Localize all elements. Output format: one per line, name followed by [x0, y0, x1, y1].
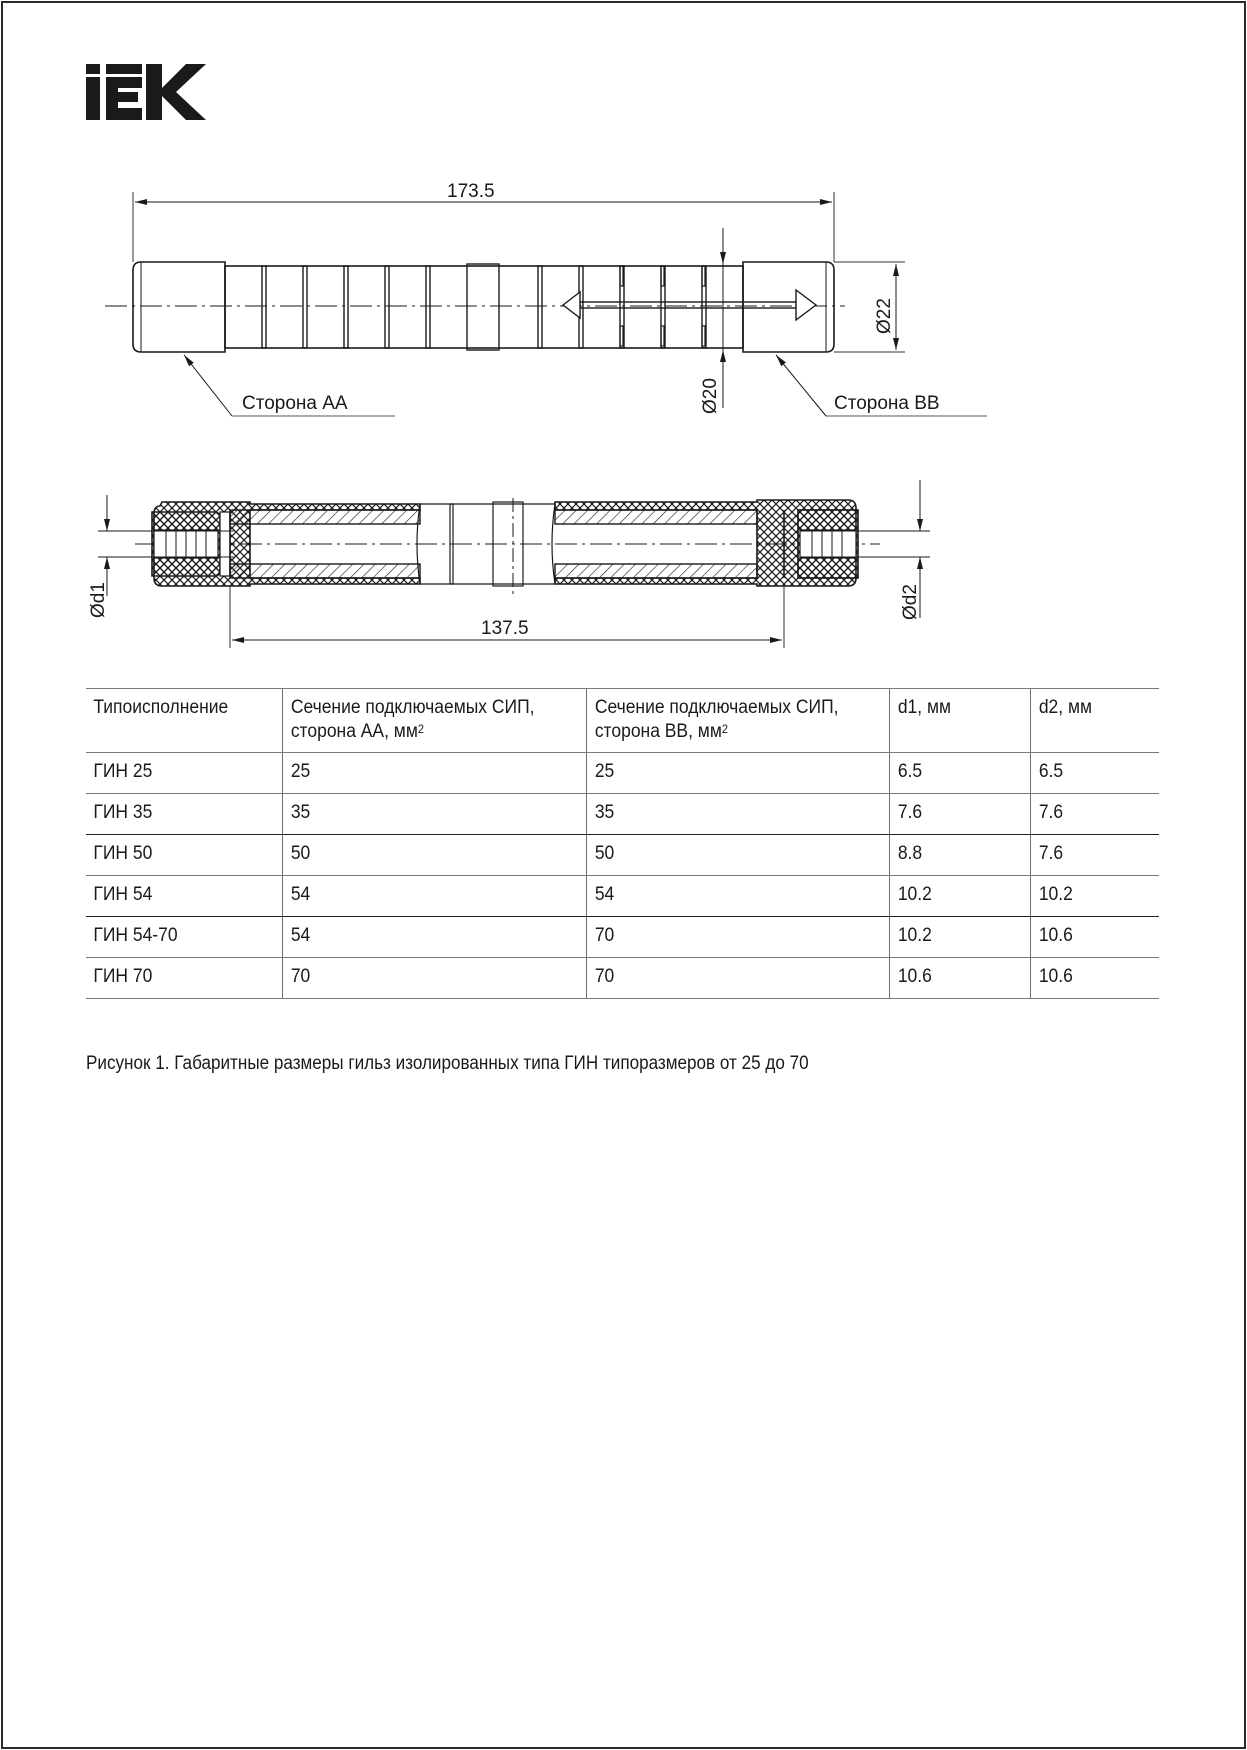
header-section-aa: Сечение подключаемых СИП, сторона АА, $мм^2$	[283, 689, 563, 753]
end-cap-aa	[133, 262, 225, 352]
table-row	[86, 917, 1159, 958]
dim-outer-diameter: Ø22	[874, 298, 895, 334]
table-row	[86, 876, 1159, 917]
cell-d1: 6.5	[890, 753, 1020, 794]
dim-inner-length: 137.5	[481, 618, 529, 639]
table-row	[86, 794, 1159, 835]
cell-type: ГИН 54-70	[86, 917, 267, 958]
cell-section-bb: 50	[587, 835, 866, 876]
cell-d2: 6.5	[1031, 753, 1149, 794]
cell-type: ГИН 54	[86, 876, 267, 917]
cell-section-bb: 70	[587, 917, 866, 958]
technical-drawing	[0, 0, 1247, 660]
cell-section-aa: 35	[283, 794, 563, 835]
cell-section-aa: 50	[283, 835, 563, 876]
header-d1: d1, мм	[890, 689, 1020, 753]
cell-type: ГИН 35	[86, 794, 267, 835]
dim-overall-length: 173.5	[447, 181, 495, 202]
header-d2: d2, мм	[1031, 689, 1149, 753]
cell-d2: 10.6	[1031, 958, 1149, 999]
insertion-arrow-icon	[563, 290, 816, 320]
cell-d1: 10.6	[890, 958, 1020, 999]
table-row	[86, 958, 1159, 999]
cell-section-aa: 54	[283, 917, 563, 958]
label-side-aa: Сторона АА	[242, 393, 348, 414]
table-header-row	[86, 689, 1159, 753]
header-type: Типоисполнение	[86, 689, 267, 753]
header-section-bb: Сечение подключаемых СИП, сторона ВВ, $мм^2$	[587, 689, 866, 753]
dim-d2: Ød2	[900, 584, 921, 620]
cell-section-bb: 25	[587, 753, 866, 794]
cell-d2: 7.6	[1031, 835, 1149, 876]
cell-d2: 7.6	[1031, 794, 1149, 835]
end-cap-bb	[743, 262, 834, 352]
cell-section-bb: 35	[587, 794, 866, 835]
cell-d1: 7.6	[890, 794, 1020, 835]
cell-section-bb: 70	[587, 958, 866, 999]
cell-section-aa: 25	[283, 753, 563, 794]
cell-section-aa: 54	[283, 876, 563, 917]
top-view	[105, 181, 987, 416]
cell-d2: 10.6	[1031, 917, 1149, 958]
dim-body-diameter: Ø20	[700, 378, 721, 414]
table-row	[86, 835, 1159, 876]
cell-type: ГИН 50	[86, 835, 267, 876]
cell-section-bb: 54	[587, 876, 866, 917]
cell-d1: 8.8	[890, 835, 1020, 876]
cell-d2: 10.2	[1031, 876, 1149, 917]
spec-table	[86, 688, 1159, 999]
cell-type: ГИН 70	[86, 958, 267, 999]
cell-d1: 10.2	[890, 876, 1020, 917]
cell-d1: 10.2	[890, 917, 1020, 958]
table-row	[86, 753, 1159, 794]
label-side-bb: Сторона ВВ	[834, 393, 940, 414]
section-view	[88, 480, 930, 648]
figure-caption: Рисунок 1. Габаритные размеры гильз изолированных типа ГИН типоразмеров от 25 до 70	[86, 1053, 809, 1074]
cell-section-aa: 70	[283, 958, 563, 999]
cell-type: ГИН 25	[86, 753, 267, 794]
dim-d1: Ød1	[88, 582, 109, 618]
